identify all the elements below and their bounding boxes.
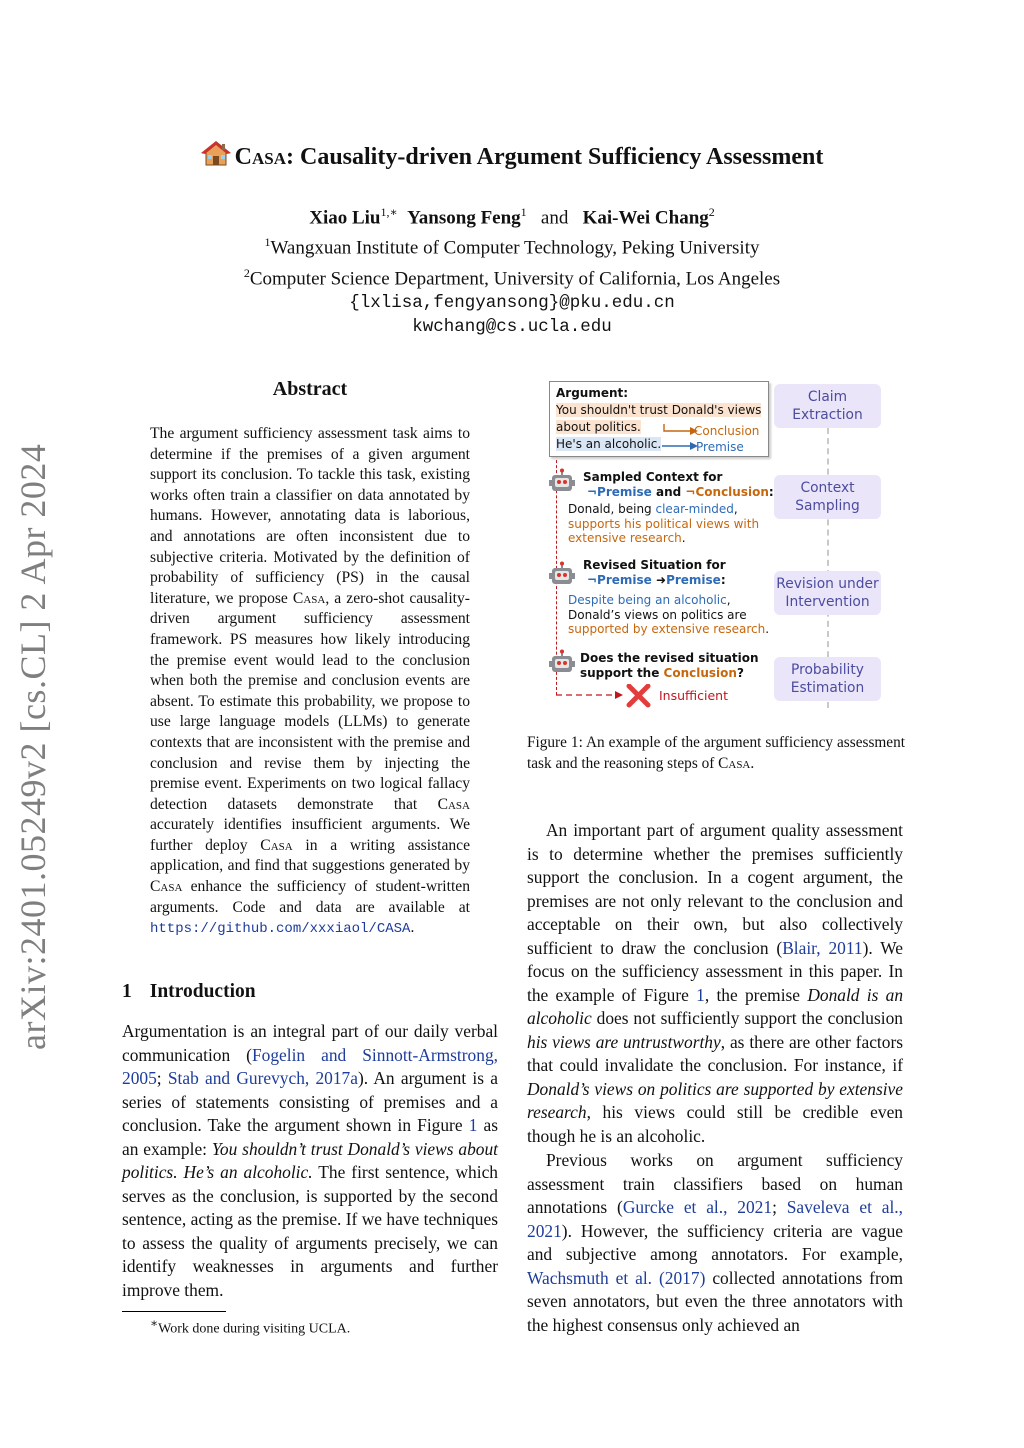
s1-colon: : xyxy=(768,484,774,499)
cross-icon xyxy=(629,686,648,705)
author-and: and xyxy=(540,207,569,229)
step-context-sampling: Context Sampling xyxy=(774,475,881,519)
argument-premise-line: He's an alcoholic. xyxy=(556,437,662,451)
s1-and: and xyxy=(656,484,682,499)
text: , as there are other factors that could invalidate the conclusion. For instance, if xyxy=(527,1031,903,1075)
text: , the premise xyxy=(704,984,808,1005)
example-text: You shouldn’t trust Donald’s views about politics. He’s an alcoholic. xyxy=(122,1138,498,1182)
intro-paragraph-1 xyxy=(122,1020,498,1302)
figure-ref-link[interactable]: 1 xyxy=(468,1115,478,1135)
arxiv-stamp: arXiv:2401.05249v2 [cs.CL] 2 Apr 2024 xyxy=(13,443,53,1050)
s2-text-c: Donald’s views on politics are xyxy=(568,607,747,622)
citation-link[interactable]: Blair, 2011 xyxy=(782,937,863,958)
sampled-context-text xyxy=(568,502,768,546)
citation-link[interactable]: Saveleva et al., 2021 xyxy=(527,1197,903,1241)
aff1-num: 1 xyxy=(264,235,271,250)
author-block xyxy=(0,200,1024,339)
text: An important part of argument quality assessment is to determine whether the premises sufficiently support the conclusion. In a cogent argument, the premises are not only relevant to the conclusion and acceptable on their own, but also collectively sufficient to draw the conclusion ( xyxy=(527,820,903,958)
s1-text-b: clear-minded xyxy=(655,502,734,516)
argument-label: Argument: xyxy=(556,386,629,400)
s1-text-d: supports his political views with extensive research xyxy=(568,516,760,545)
text: collected annotations from seven annotators, but even the three annotators with the highest consensus only achieved an xyxy=(527,1267,903,1335)
s2-arrow: ➜ xyxy=(656,572,667,587)
abstract-text-4: in a writing assistance application, and find that suggestions generated by xyxy=(150,836,471,875)
abstract-casa: Casa xyxy=(292,589,326,607)
abstract-casa: Casa xyxy=(260,836,293,854)
argument-conclusion-line-1: You shouldn't trust Donald's views xyxy=(556,403,762,417)
insufficient-label: Insufficient xyxy=(659,688,728,703)
citation-link[interactable]: Wachsmuth et al. xyxy=(527,1267,653,1288)
s2-neg-premise: ¬Premise xyxy=(587,572,652,587)
s2-text-e: . xyxy=(765,622,770,636)
house-icon xyxy=(201,140,231,173)
author-names xyxy=(0,200,1024,230)
result-arrow xyxy=(553,684,653,708)
paper-title xyxy=(0,140,1024,173)
footnote-rule xyxy=(122,1311,226,1312)
abstract-text-6: . xyxy=(410,919,415,937)
text: ; xyxy=(772,1197,787,1217)
robot-icon xyxy=(549,649,575,675)
footnote xyxy=(150,1316,350,1338)
author-1-sup: 1,∗ xyxy=(380,205,398,219)
revised-situation-text xyxy=(568,593,773,637)
citation-link[interactable]: Fogelin and Sinnott-Armstrong, 2005 xyxy=(122,1044,498,1088)
figure-ref-link[interactable]: 1 xyxy=(696,984,705,1005)
s2-text-b: , xyxy=(726,593,731,607)
s3-title-b: support the xyxy=(580,665,664,680)
text: ; xyxy=(156,1068,168,1088)
support-question xyxy=(580,651,759,680)
author-2: Yansong Feng xyxy=(407,207,521,229)
revised-situation-title xyxy=(583,558,726,587)
text: Argumentation is an integral part of our daily verbal communication ( xyxy=(122,1021,498,1065)
robot-icon xyxy=(549,561,575,587)
paragraph-previous-works xyxy=(527,1149,903,1337)
text: The first sentence, which serves as the conclusion, is supported by the second sentence, acting as the premise. If we have techniques to assess the quality of arguments precisely, we can identify weaknesses in arguments and further improve them. xyxy=(122,1162,498,1300)
title-rest: : Causality-driven Argument Sufficiency Assessment xyxy=(286,144,824,170)
text: ). An argument is a series of statements consisting of premises and a conclusion. Take the argument shown in Figure xyxy=(122,1068,498,1135)
italic-text: Donald is an alcoholic xyxy=(527,984,904,1028)
step-probability-estimation: Probability Estimation xyxy=(774,657,881,701)
text: ). We focus on the sufficiency assessment in this paper. In the example of Figure xyxy=(527,937,903,1005)
text: does not sufficiently support the conclusion xyxy=(591,1008,903,1028)
conclusion-tag: Conclusion xyxy=(694,424,760,438)
affiliation-2 xyxy=(0,261,1024,291)
robot-icon xyxy=(549,468,575,494)
abstract-text-2: , a zero-shot causality-driven argument sufficiency assessment framework. PS measures how likely introducing the premise event would lead to the conclusion when both the premise and conclusion events are absent. To estimate this probability, we propose to use large language models (LLMs) to generate contexts that are inconsistent with the premise and conclusion and revise them by injecting the premise event. Experiments on two logical fallacy detection datasets demonstrate that xyxy=(150,589,470,813)
affiliation-1 xyxy=(0,230,1024,260)
s1-neg-conclusion: ¬Conclusion xyxy=(685,484,769,499)
author-1: Xiao Liu xyxy=(309,207,381,229)
argument-conclusion-line-2: about politics. xyxy=(556,420,641,434)
argument-box xyxy=(549,381,769,457)
step-claim-extraction: Claim Extraction xyxy=(774,384,881,428)
s1-text-a: Donald, being xyxy=(568,502,656,516)
author-3: Kai-Wei Chang xyxy=(582,207,709,229)
figure-caption xyxy=(527,733,905,774)
citation-link[interactable]: (2017) xyxy=(659,1267,706,1288)
text: ). However, the sufficiency criteria are vague and subjective among annotators. For example, xyxy=(527,1220,903,1264)
footnote-text: Work done during visiting UCLA. xyxy=(158,1321,351,1337)
aff1-text: Wangxuan Institute of Computer Technology, Peking University xyxy=(270,237,760,259)
s1-text-e: . xyxy=(681,531,686,545)
citation-link[interactable]: Gurcke et al., 2021 xyxy=(622,1197,773,1217)
s2-title: Revised Situation for xyxy=(583,558,726,572)
s2-text-d: supported by extensive research xyxy=(568,622,766,636)
s3-q: ? xyxy=(736,665,744,680)
email-1[interactable]: {lxlisa,fengyansong}@pku.edu.cn xyxy=(349,292,675,313)
text: , his views could still be credible even though he is an alcoholic. xyxy=(527,1102,903,1146)
citation-link[interactable]: Stab and Gurevych, 2017a xyxy=(167,1068,358,1088)
s2-text-a: Despite being an alcoholic xyxy=(568,593,727,607)
sampled-context-title xyxy=(583,470,774,499)
s3-title-a: Does the revised situation xyxy=(580,651,759,665)
caption-casa: Casa xyxy=(718,754,751,772)
caption-end: . xyxy=(750,754,755,772)
italic-text: his views are untrustworthy xyxy=(527,1031,721,1052)
footnote-mark: ∗ xyxy=(150,1316,159,1330)
text: Previous works on argument sufficiency assessment train classifiers based on human annotations ( xyxy=(527,1150,903,1217)
s1-text-c: , xyxy=(733,502,738,516)
abstract-text-5: enhance the sufficiency of student-written arguments. Code and data are available at xyxy=(150,878,470,916)
aff2-text: Computer Science Department, University of California, Los Angeles xyxy=(249,267,781,289)
abstract-casa: Casa xyxy=(150,878,183,896)
caption-text: Figure 1: An example of the argument sufficiency assessment task and the reasoning steps of xyxy=(527,734,905,772)
abstract-text-1: The argument sufficiency assessment task aims to determine if the premises of a given argument support its conclusion. To tackle this task, existing works often train a classifier on data annotated by humans. However, annotating data is laborious, and annotations are often inconsistent due to subjective criteria. Motivated by the definition of probability of sufficiency (PS) in the causal literature, we propose xyxy=(150,425,470,607)
abstract-text-3: accurately identifies insufficient arguments. We further deploy xyxy=(150,816,470,854)
title-casa: Casa xyxy=(234,144,286,170)
aff2-num: 2 xyxy=(243,265,250,280)
premise-tag: Premise xyxy=(696,440,744,454)
section-title: Introduction xyxy=(149,981,256,1002)
s1-neg-premise: ¬Premise xyxy=(587,484,652,499)
abstract-heading: Abstract xyxy=(272,378,348,400)
s2-colon: : xyxy=(720,572,726,587)
abstract-body xyxy=(150,424,470,940)
code-url-link[interactable]: https://github.com/xxxiaol/CASA xyxy=(150,921,411,938)
s1-title: Sampled Context for xyxy=(583,470,723,484)
email-2[interactable]: kwchang@cs.ucla.edu xyxy=(412,316,612,337)
s3-conclusion: Conclusion xyxy=(663,665,737,680)
step-revision-under-intervention: Revision under Intervention xyxy=(774,571,881,615)
s2-premise: Premise xyxy=(666,572,721,587)
abstract-casa: Casa xyxy=(437,795,470,813)
text: as an example: xyxy=(122,1115,498,1159)
author-3-sup: 2 xyxy=(708,205,715,219)
section-number: 1 xyxy=(122,981,132,1002)
author-2-sup: 1 xyxy=(520,205,527,219)
section-heading-introduction xyxy=(122,981,274,1003)
paragraph-sufficiency xyxy=(527,819,903,1148)
italic-text: Donald’s views on politics are supported by extensive research xyxy=(527,1078,903,1122)
